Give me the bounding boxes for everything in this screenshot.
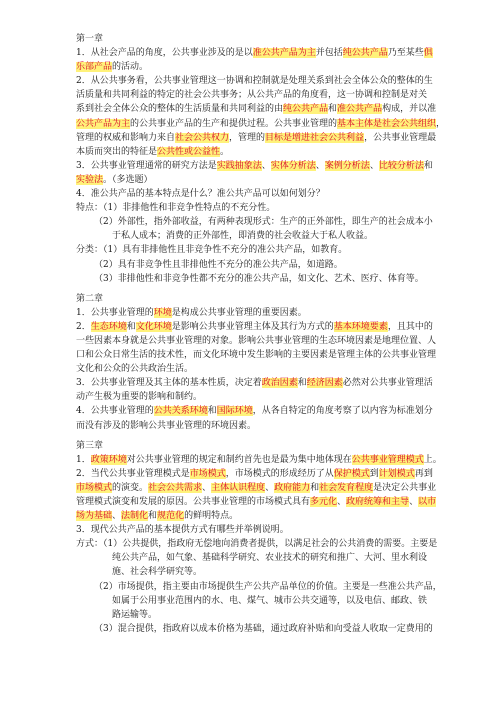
highlight: 目标是增进社会公共利益 [265,132,365,143]
highlight: 政府统筹和主导 [346,497,410,507]
ch3-item-2-line [76,481,437,495]
highlight: 乐部产品 [76,62,113,73]
text: 和 [328,104,338,115]
highlight: 公共关系环境 [153,406,208,417]
ch2-item-4 [76,404,433,418]
methods-2-cont: 如属于公用事业范围内的水、电、煤气、城市公共交通等，以及电信、邮政、铁 [112,595,428,606]
text: ， [436,118,446,129]
text: 3．公共事业管理及其主体的基本性质，决定着 [76,378,262,389]
highlight: 市场模式 [76,482,113,493]
highlight: 政策环境 [90,454,127,465]
highlight: 环境 [153,307,172,318]
text: 和 [423,160,433,171]
highlight: 纯公共产品 [283,104,329,115]
highlight: 法制化 [121,511,149,522]
highlight: 案例分析法 [324,160,370,171]
ch1-item-3-cont [76,173,426,187]
highlight: 保护模式 [333,468,370,479]
highlight: 国际环境 [216,406,253,417]
methods-1: 方式：（1）公共提供，指政府无偿地向消费者提供，以满足社会的公共消费的需要。主要是 [76,539,438,550]
text: 3．公共事业管理通常的研究方法是 [76,160,217,171]
highlight: 公共产品为主 [76,118,131,129]
highlight: 准公共产品为主 [252,48,316,59]
text: 、 [315,160,325,171]
text: 。 [220,146,230,157]
ch1-item-2-line [76,131,437,145]
text: 并包括 [315,48,343,59]
highlight: 主体认识程度 [211,482,266,493]
highlight: 俱 [423,48,433,59]
text: 必然对公共事业管理活 [342,378,433,389]
text: 2． [76,321,91,332]
highlight: 文化环境 [135,321,172,332]
ch1-item-2-line: 活质量和共同利益的特定的社会公共事务；从公共产品的角度看，这一协调和控制是对关 [76,90,428,101]
text: 管理的权威和影响力来自 [76,132,176,143]
highlight: 场为基础 [76,511,113,522]
ch3-item-2-line [76,495,437,509]
text: 4．公共事业管理的 [76,406,154,417]
text: ，且其中的 [387,321,433,332]
text: 本质而突出的特征是 [76,146,158,157]
highlight: 实体分析法 [270,160,316,171]
ch2-item-3-cont: 动产生极为重要的影响和制约。 [76,392,203,403]
highlight: 公共事业管理模式 [351,454,424,465]
chapter-1-title: 第一章 [76,34,104,44]
highlight: 政治因素 [261,378,298,389]
methods-2: （2）市场提供，指主要由市场提供生产公共产品单位的价值。主要是一些准公共产品， [94,581,442,592]
classification-2: （2）具有非竞争性且非排他性不充分的准公共产品，如道路。 [94,259,343,270]
highlight: 基本环境要素 [333,321,388,332]
ch1-item-4: 4．准公共产品的基本特点是什么？准公共产品可以如何划分？ [76,189,325,200]
text: 到 [369,468,379,479]
highlight: 实践抽象法 [216,160,262,171]
highlight: 准公共产品 [337,104,383,115]
highlight: 规范化 [157,511,185,522]
text: 。（多选题） [103,174,153,185]
ch1-item-1 [76,46,433,60]
text: 管理模式演变和发展的原因。公共事业管理的市场模式具有 [76,497,311,507]
text: 和 [148,511,158,522]
text: 1．公共事业管理的 [76,307,154,318]
highlight: 生态环境 [90,321,127,332]
ch3-item-3: 3．现代公共产品的基本提供方式有哪些并举例说明。 [76,525,289,536]
classification-1: 分类：（1）具有非排他性且非竞争性不充分的准公共产品，如教育。 [76,245,348,256]
highlight: 社会公共需求 [148,482,203,493]
ch2-item-2 [76,320,433,334]
highlight: 市场模式 [189,468,226,479]
features-1: 特点：（1）非排他性和非竞争性特点的不充分性。 [76,203,276,214]
ch3-item-2 [76,467,433,481]
text: 系到社会全体公众的整体的生活质量和共同利益的由 [76,104,284,115]
ch1-item-2-line [76,102,437,116]
text: 1． [76,454,91,465]
ch2-item-2-line: 一些因素本身就是公共事业管理的对象。影响公共事业管理的生态环境因素是地理位置、人 [76,335,437,346]
text: 对公共事业管理的规定和制约首先也是最为集中地体现在 [126,454,352,465]
ch3-item-2-line [76,509,426,523]
ch1-item-2-line [76,145,426,159]
ch2-item-3 [76,376,433,390]
text: 和 [207,406,217,417]
highlight: 比较分析法 [378,160,424,171]
highlight: 社会公共权力 [175,132,230,143]
chapter-3-title: 第三章 [76,440,104,451]
text: 是构成公共事业管理的重要因素。 [171,307,307,318]
ch2-item-4-cont: 而没有涉及的影响公共事业管理的环境因素。 [76,420,257,431]
methods-3: （3）混合提供，指政府以成本价格为基础，通过政府补贴和向受益人收取一定费用的 [94,623,433,634]
ch1-item-2-line [76,117,446,131]
text: 是决定公共事业 [373,482,437,493]
text: 的活动。 [112,62,149,73]
text: 的鲜明特点。 [184,511,239,522]
methods-1-cont: 纯公共产品，如气象、基础科学研究、农业技术的研究和推广、大河、里水利设 [112,553,428,564]
highlight: 基本主体是社会公共组织 [337,118,437,129]
text: ，市场模式的形成经历了从 [225,468,334,479]
highlight: 纯公共产品 [342,48,388,59]
text: 、 [369,160,379,171]
features-2: （2）外部性，指外部收益，有两种表现形式：生产的正外部性，即生产的社会成本小 [94,217,433,228]
text: 和 [310,482,320,493]
ch3-item-1 [76,453,442,467]
text: 再到 [414,468,433,479]
document-body [76,32,446,636]
highlight: 实验法 [76,174,104,185]
text: 和 [126,321,136,332]
text: 构成，并以准 [382,104,437,115]
highlight: 社会发育程度 [319,482,374,493]
text: 上。 [423,454,442,465]
text: 、 [337,497,347,507]
text: 1．从社会产品的角度，公共事业涉及的是以 [76,48,253,59]
highlight: 政府能力 [274,482,311,493]
text: 和 [297,378,307,389]
text: 、 [112,511,122,522]
highlight: 经济因素 [306,378,343,389]
ch1-item-2: 2．从公共事务看，公共事业管理这一协调和控制就是处理关系到社会全体公众的整体的生 [76,76,433,87]
highlight: 公共性或公益性 [157,146,221,157]
ch2-item-1 [76,306,426,320]
text: ，公共事业管理最 [364,132,437,143]
text: 、 [202,482,212,493]
text: 、 [261,160,271,171]
features-2-cont: 于私人成本；消费的正外部性，即消费的社会收益大于私人收益。 [112,231,374,242]
text: ，从各自特定的角度考察了以内容为标准划分 [252,406,433,417]
text: 乃至某些 [387,48,424,59]
highlight: 多元化 [310,497,338,507]
methods-1-cont: 施、社会科学研究等。 [112,567,203,578]
text: 、 [265,482,275,493]
ch1-item-3 [76,159,433,173]
text: 的演变。 [112,482,149,493]
classification-3: （3）非排他性和非竞争性都不充分的准公共产品，如文化、艺术、医疗、体育等。 [94,273,424,284]
text: 的公共事业产品的生产和提供过程。公共事业管理的 [130,118,338,129]
methods-2-cont: 路运输等。 [112,609,158,620]
ch2-item-2-line: 文化和公众的公共政治生活。 [76,364,194,375]
ch2-item-2-line: 口和公众日常生活的技术性，而文化环境中发生影响的主要因素是管理主体的公共事业管理 [76,350,437,361]
highlight: 计划模式 [378,468,415,479]
highlight: 以市 [418,497,437,507]
text: 是影响公共事业管理主体及其行为方式的 [171,321,334,332]
ch1-item-1-cont [76,60,426,74]
chapter-2-title: 第二章 [76,293,104,304]
text: 2．当代公共事业管理模式是 [76,468,190,479]
text: ，管理的 [229,132,266,143]
text: 、 [409,497,419,507]
